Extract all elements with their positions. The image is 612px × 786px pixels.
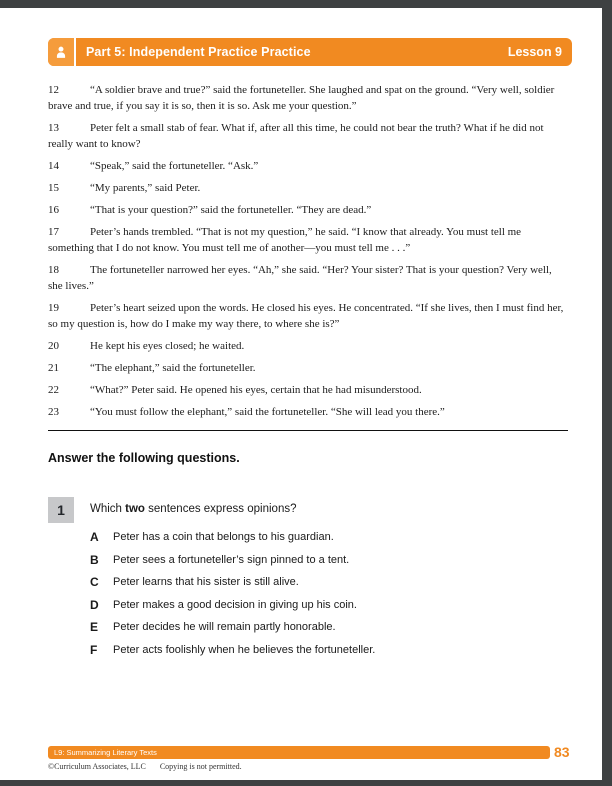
passage-paragraph	[48, 158, 568, 174]
option-letter: A	[90, 530, 99, 544]
answer-options	[90, 531, 568, 657]
answer-option-d[interactable]	[90, 599, 568, 613]
option-text: Peter sees a fortuneteller’s sign pinned to a tent.	[113, 553, 350, 566]
passage-paragraph	[48, 202, 568, 218]
answer-option-c[interactable]	[90, 576, 568, 590]
prompt-emphasis: two	[125, 503, 145, 515]
prompt-suffix: sentences express opinions?	[144, 503, 297, 515]
option-text: Peter acts foolishly when he believes the fortuneteller.	[113, 643, 376, 656]
prompt-prefix: Which	[90, 503, 126, 515]
passage-paragraph	[48, 224, 568, 256]
paragraph-number: 16	[48, 204, 59, 216]
paragraph-text: “What?” Peter said. He opened his eyes, certain that he had misunderstood.	[90, 384, 422, 396]
paragraph-number: 14	[48, 160, 59, 172]
copy-notice: Copying is not permitted.	[159, 762, 242, 771]
passage-paragraph	[48, 338, 568, 354]
passage-paragraph	[48, 382, 568, 398]
passage-paragraph	[48, 360, 568, 376]
question-body	[90, 497, 568, 666]
option-letter: B	[90, 552, 99, 567]
passage-paragraph	[48, 180, 568, 196]
paragraph-text: The fortuneteller narrowed her eyes. “Ah,” she said. “Her? Your sister? That is your question? Very well, she lives.”	[48, 264, 552, 292]
passage-paragraph	[48, 300, 568, 332]
option-text: Peter learns that his sister is still alive.	[113, 576, 299, 588]
directions-heading: Answer the following questions.	[48, 451, 240, 465]
answer-option-a[interactable]	[90, 531, 568, 545]
paragraph-number: 15	[48, 182, 59, 194]
page-number: 83	[554, 744, 570, 760]
paragraph-text: Peter’s hands trembled. “That is not my question,” he said. “I know that already. You must tell me something that I do not know. You must tell me of another—you must tell me . . .”	[48, 226, 522, 254]
paragraph-number: 18	[48, 264, 59, 276]
paragraph-text: He kept his eyes closed; he waited.	[90, 340, 245, 352]
paragraph-number: 22	[48, 384, 59, 396]
paragraph-number: 21	[48, 362, 59, 374]
page-frame-top	[0, 0, 612, 8]
question-1	[48, 497, 568, 666]
passage-paragraph	[48, 262, 568, 294]
paragraph-number: 20	[48, 340, 59, 352]
paragraph-number: 23	[48, 406, 59, 418]
option-letter: F	[90, 642, 98, 657]
answer-option-f[interactable]	[90, 644, 568, 658]
paragraph-text: “You must follow the elephant,” said the fortuneteller. “She will lead you there.”	[90, 406, 445, 418]
paragraph-number: 13	[48, 122, 59, 134]
header-title: Part 5: Independent Practice Practice	[86, 45, 311, 59]
page-frame-right	[602, 0, 612, 786]
option-text: Peter has a coin that belongs to his guardian.	[113, 531, 334, 543]
paragraph-number: 12	[48, 84, 59, 96]
answer-option-e[interactable]	[90, 621, 568, 635]
paragraph-text: “A soldier brave and true?” said the fortuneteller. She laughed and spat on the ground. “Very well, soldier brave and true, if you say it is so, then it is so. Ask me your question.”	[48, 84, 555, 112]
lesson-header-band	[48, 38, 572, 66]
paragraph-text: Peter felt a small stab of fear. What if, after all this time, he could not bear the truth? What if he did not really want to know?	[48, 122, 544, 150]
paragraph-number: 19	[48, 302, 59, 314]
option-letter: E	[90, 620, 99, 634]
paragraph-text: “That is your question?” said the fortuneteller. “They are dead.”	[90, 204, 372, 216]
passage-paragraph	[48, 120, 568, 152]
question-prompt	[90, 502, 568, 516]
footer-lesson-band	[48, 746, 550, 759]
option-letter: C	[90, 575, 99, 589]
lesson-label: Lesson 9	[507, 45, 562, 59]
passage-paragraph	[48, 82, 568, 114]
paragraph-text: “The elephant,” said the fortuneteller.	[90, 362, 256, 374]
page-frame-bottom	[0, 780, 612, 786]
option-text: Peter decides he will remain partly honorable.	[113, 621, 336, 633]
paragraph-text: Peter’s heart seized upon the words. He closed his eyes. He concentrated. “If she lives, then I must find her, so my question is, how do I make my way there, to where she is?”	[48, 302, 564, 330]
passage-paragraph	[48, 404, 568, 420]
copyright-line	[48, 762, 242, 771]
copyright-text: ©Curriculum Associates, LLC	[48, 762, 146, 771]
section-divider	[48, 430, 568, 431]
option-text: Peter makes a good decision in giving up his coin.	[113, 598, 357, 611]
option-letter: D	[90, 597, 99, 612]
footer-lesson-tag: L9: Summarizing Literary Texts	[54, 748, 157, 757]
answer-option-b[interactable]	[90, 554, 568, 568]
passage-text	[48, 82, 568, 426]
student-icon	[48, 38, 76, 66]
paragraph-text: “My parents,” said Peter.	[90, 182, 201, 194]
paragraph-number: 17	[48, 226, 59, 238]
paragraph-text: “Speak,” said the fortuneteller. “Ask.”	[90, 160, 259, 172]
question-number-badge: 1	[48, 497, 74, 523]
